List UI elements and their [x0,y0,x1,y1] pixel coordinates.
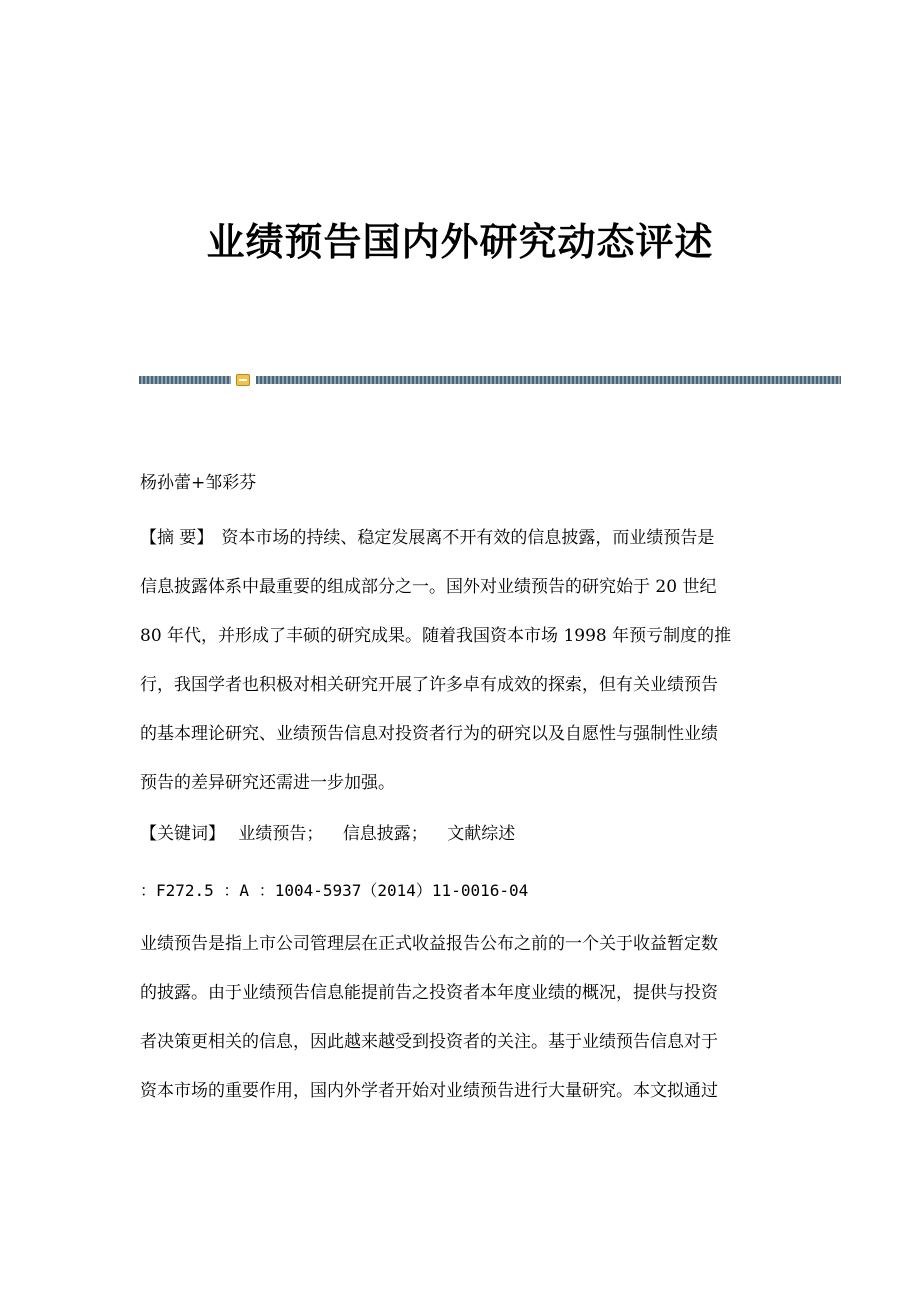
abstract-line-1: 【摘 要】 资本市场的持续、稳定发展离不开有效的信息披露，而业绩预告是 [140,528,715,548]
title-divider [139,374,841,386]
divider-bar-left [139,376,231,384]
keyword-1: 业绩预告； [238,824,324,844]
abstract-line-4: 行，我国学者也积极对相关研究开展了许多卓有成效的探索，但有关业绩预告 [140,675,718,695]
keyword-3: 文献综述 [447,824,516,844]
abstract-line-2: 信息披露体系中最重要的组成部分之一。国外对业绩预告的研究始于 20 世纪 [140,577,717,597]
body-paragraph [140,920,780,1116]
document-title: 业绩预告国内外研究动态评述 [206,219,714,264]
body-line-4: 资本市场的重要作用，国内外学者开始对业绩预告进行大量研究。本文拟通过 [140,1081,718,1101]
keyword-2: 信息披露； [342,824,428,844]
body-line-1: 业绩预告是指上市公司管理层在正式收益报告公布之前的一个关于收益暂定数 [140,934,718,954]
divider-emblem-icon [236,374,250,386]
abstract-block [140,514,780,808]
keywords-line [140,810,780,859]
divider-bar-right [256,376,841,384]
abstract-line-5: 的基本理论研究、业绩预告信息对投资者行为的研究以及自愿性与强制性业绩 [140,724,718,744]
keywords-label: 【关键词】 [140,824,225,844]
abstract-label: 【摘 要】 [140,528,214,548]
abstract-line-3: 80 年代，并形成了丰硕的研究成果。随着我国资本市场 1998 年预亏制度的推 [140,626,732,646]
body-line-2: 的披露。由于业绩预告信息能提前告之投资者本年度业绩的概况，提供与投资 [140,983,718,1003]
classification-line: ：F272.5 ：A ：1004-5937（2014）11-0016-04 [140,881,529,900]
abstract-line-6: 预告的差异研究还需进一步加强。 [140,773,395,793]
body-line-3: 者决策更相关的信息，因此越来越受到投资者的关注。基于业绩预告信息对于 [140,1032,718,1052]
author-line: 杨孙蕾+邹彩芬 [140,473,257,493]
